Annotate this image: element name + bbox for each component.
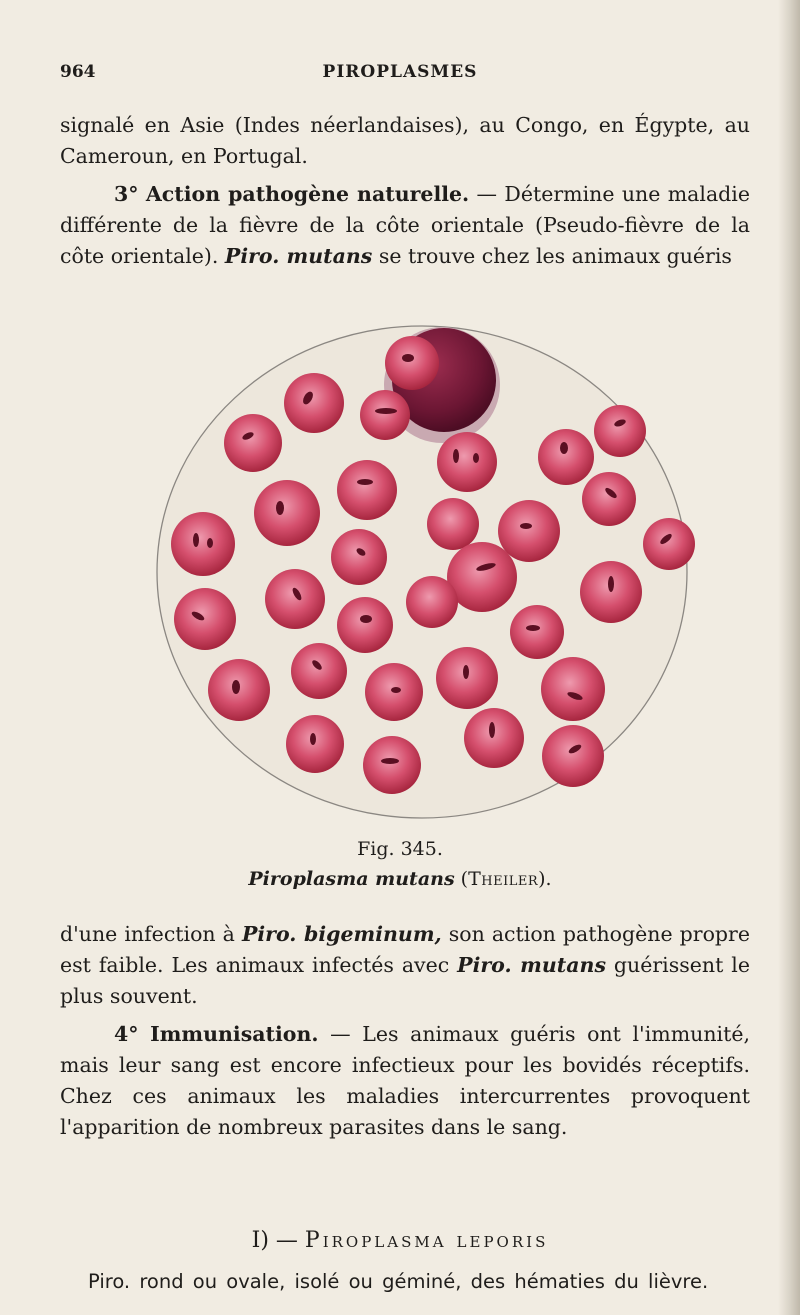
paragraph-leporis	[88, 1270, 758, 1293]
running-title: PIROPLASMES	[322, 62, 478, 82]
section-heading-number: I) —	[251, 1228, 305, 1253]
paragraph-immunisation-text: — Les animaux guéris ont l'immunité, mais leur sang est encore infectieux pour les bovidés réceptifs. Chez ces animaux les maladies intercurrentes provoquent l'apparition de nombreux parasites dans le sang.	[60, 1022, 750, 1139]
paragraph-infection-text-c: guérissent le plus souvent.	[60, 953, 750, 1008]
figure-plate	[150, 318, 700, 826]
paragraph-action-text-a: — Détermine une maladie différente de la fièvre de la côte orientale (Pseudo-fièvre de la côte orientale).	[60, 182, 750, 268]
figure-species: Piroplasma mutans	[248, 868, 455, 890]
figure-caption	[60, 868, 740, 890]
paragraph-infection	[60, 919, 750, 1012]
paragraph-intro-text: signalé en Asie (Indes néerlandaises), au Congo, en Égypte, au Cameroun, en Portugal.	[60, 113, 750, 168]
paragraph-action-text-b: se trouve chez les animaux guéris	[372, 244, 732, 268]
section-heading-title: Piroplasma leporis	[304, 1228, 549, 1253]
paragraph-infection-text-b: son action pathogène propre est faible. Les animaux infectés avec	[60, 922, 750, 977]
paragraph-infection-text-a: d'une infection à	[60, 922, 242, 946]
figure-author-open: (	[454, 868, 469, 890]
section-heading-leporis	[60, 1228, 740, 1253]
paragraph-intro	[60, 110, 750, 172]
section-number-3: 3°	[114, 182, 139, 206]
page-number: 964	[60, 62, 96, 82]
species-piro-mutans-2: Piro. mutans	[457, 953, 606, 977]
figure-label: Fig. 345.	[357, 838, 443, 860]
paragraph-immunisation	[60, 1019, 750, 1143]
species-piro-bigeminum: Piro. bigeminum,	[241, 922, 442, 946]
heading-immunisation: Immunisation.	[150, 1022, 319, 1046]
species-piro-mutans: Piro. mutans	[224, 244, 373, 268]
running-header	[60, 58, 740, 88]
page-edge-shadow	[778, 0, 800, 1315]
paragraph-action-pathogene	[60, 179, 750, 272]
section-number-4: 4°	[114, 1022, 139, 1046]
figure-author-close: ).	[538, 868, 552, 890]
blood-smear-illustration	[150, 318, 700, 826]
paragraph-leporis-text: Piro. rond ou ovale, isolé ou géminé, des hématies du lièvre.	[88, 1270, 709, 1293]
heading-action-pathogene: Action pathogène naturelle.	[145, 182, 470, 206]
figure-author: Theiler	[468, 868, 539, 890]
